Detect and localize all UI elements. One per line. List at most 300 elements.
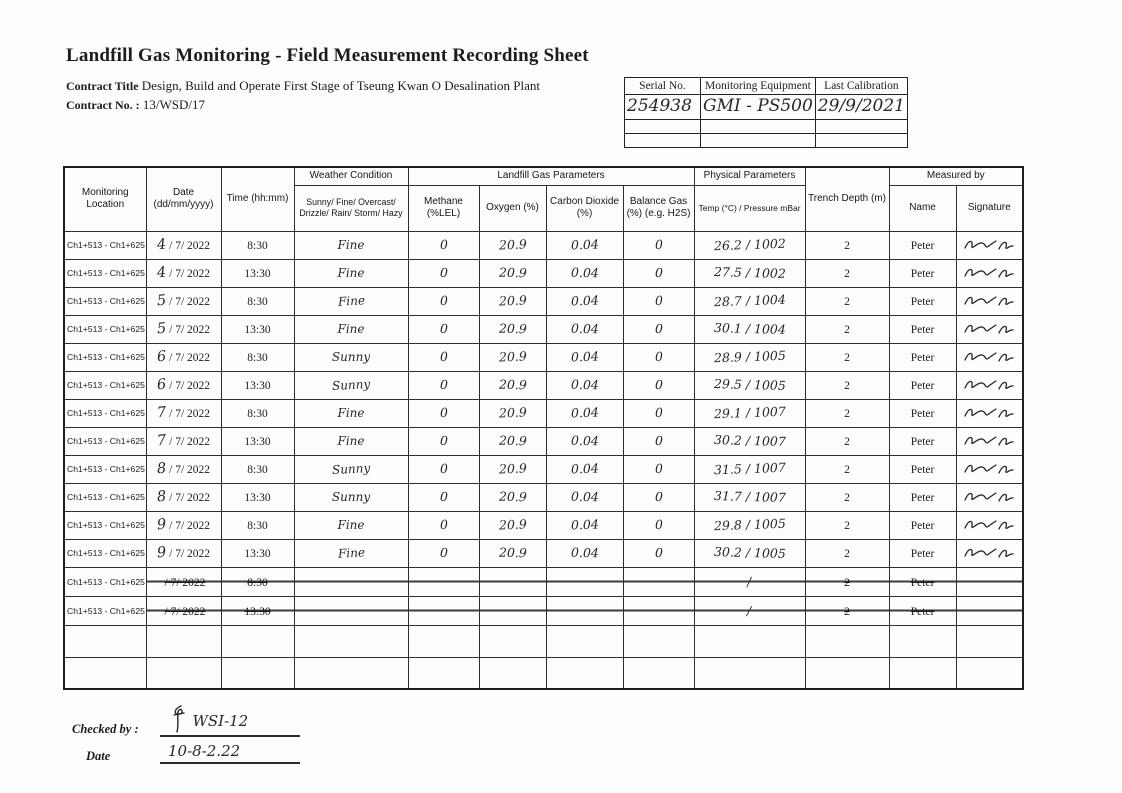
cell-balance: [623, 539, 694, 567]
handwritten-temp-pressure: 30.2 / 1007: [713, 432, 786, 449]
cell-co2: [546, 483, 623, 511]
handwritten-co2: 0.04: [570, 432, 599, 449]
handwritten-oxygen: 20.9: [498, 516, 527, 533]
cell-signature: [956, 343, 1023, 371]
handwritten-temp-pressure: /: [747, 573, 752, 589]
cell-time: 13:30: [221, 315, 294, 343]
cell-weather: [294, 399, 408, 427]
cell-name: Peter: [889, 231, 956, 259]
cell-balance: [623, 315, 694, 343]
cell-co2: [546, 567, 623, 596]
cell-trench-depth: 2: [805, 315, 889, 343]
handwritten-oxygen: 20.9: [498, 348, 527, 365]
col-header-signature: Signature: [956, 185, 1023, 231]
serial-no-cell: [625, 95, 701, 120]
cell-time: 13:30: [221, 371, 294, 399]
cell-oxygen: [479, 343, 546, 371]
cell-balance: [623, 259, 694, 287]
cell-balance: [623, 483, 694, 511]
handwritten-weather: Fine: [337, 293, 365, 309]
serial-no-value: 254938: [627, 96, 692, 116]
handwritten-methane: 0: [439, 292, 448, 309]
cell-balance: [623, 511, 694, 539]
signature-scribble-icon: [963, 517, 1015, 533]
cell-methane: [408, 427, 479, 455]
cell-signature: [956, 315, 1023, 343]
cell-name: Peter: [889, 343, 956, 371]
printed-date: / 7/ 2022: [169, 380, 211, 392]
cell-signature: [956, 399, 1023, 427]
table-row: [64, 259, 1023, 287]
equipment-cell: [701, 95, 816, 120]
cell-weather: [294, 371, 408, 399]
handwritten-oxygen: 20.9: [498, 292, 527, 309]
contract-title-line: [66, 78, 540, 94]
cell-time: 13:30: [221, 483, 294, 511]
cell-time: 8:30: [221, 567, 294, 596]
cell-trench-depth: 2: [805, 455, 889, 483]
cell-oxygen: [479, 427, 546, 455]
cell-oxygen: [479, 287, 546, 315]
cell-signature: [956, 455, 1023, 483]
signature-scribble-icon: [963, 237, 1015, 253]
cell-balance: [623, 596, 694, 625]
cell-weather: [294, 231, 408, 259]
handwritten-temp-pressure: /: [747, 602, 752, 618]
last-calibration-cell: [815, 95, 907, 120]
handwritten-day: 4: [156, 264, 167, 282]
handwritten-temp-pressure: 29.5 / 1005: [713, 376, 786, 393]
handwritten-weather: Fine: [337, 545, 365, 561]
handwritten-oxygen: 20.9: [498, 376, 527, 393]
cell-co2: [546, 371, 623, 399]
handwritten-day: 5: [156, 292, 167, 310]
cell-date: [146, 259, 221, 287]
cell-trench-depth: 2: [805, 343, 889, 371]
cell-trench-depth: 2: [805, 483, 889, 511]
cell-weather: [294, 539, 408, 567]
cell-temp-pressure: [694, 625, 805, 657]
cell-date: [146, 596, 221, 625]
equipment-empty-cell: [701, 134, 816, 148]
table-row: [64, 625, 1023, 657]
handwritten-methane: 0: [439, 488, 448, 505]
group-header-measured-by: Measured by: [889, 167, 1023, 185]
handwritten-methane: 0: [439, 432, 448, 449]
handwritten-balance: 0: [654, 236, 663, 253]
cell-trench-depth: [805, 657, 889, 689]
cell-date: [146, 427, 221, 455]
cell-trench-depth: 2: [805, 567, 889, 596]
cell-time: 8:30: [221, 399, 294, 427]
handwritten-methane: 0: [439, 264, 448, 281]
handwritten-oxygen: 20.9: [498, 264, 527, 281]
cell-methane: [408, 343, 479, 371]
checked-date-value: 10-8-2.22: [168, 742, 241, 760]
cell-trench-depth: 2: [805, 371, 889, 399]
handwritten-co2: 0.04: [570, 376, 599, 393]
col-header-methane: Methane (%LEL): [408, 185, 479, 231]
sheet-title: Landfill Gas Monitoring - Field Measurement Recording Sheet: [66, 45, 589, 66]
signature-scribble-icon: [963, 461, 1015, 477]
cell-signature: [956, 657, 1023, 689]
cell-name: Peter: [889, 455, 956, 483]
cell-oxygen: [479, 539, 546, 567]
cell-name: [889, 625, 956, 657]
handwritten-co2: 0.04: [570, 320, 599, 337]
contract-no-value: 13/WSD/17: [142, 97, 206, 112]
handwritten-temp-pressure: 28.7 / 1004: [713, 291, 786, 310]
cell-signature: [956, 596, 1023, 625]
table-row: [64, 483, 1023, 511]
handwritten-balance: 0: [654, 376, 663, 393]
cell-name: Peter: [889, 511, 956, 539]
handwritten-day: 9: [156, 516, 167, 534]
cell-methane: [408, 625, 479, 657]
cell-name: Peter: [889, 427, 956, 455]
col-header-monitoring-location: Monitoring Location: [64, 167, 146, 231]
equipment-value: GMI - PS500: [703, 96, 813, 116]
cell-location: Ch1+513 - Ch1+625: [64, 483, 146, 511]
contract-no-label: Contract No. :: [66, 98, 140, 112]
cell-methane: [408, 596, 479, 625]
cell-temp-pressure: [694, 539, 805, 567]
handwritten-oxygen: 20.9: [498, 460, 527, 477]
cell-location: Ch1+513 - Ch1+625: [64, 399, 146, 427]
cell-trench-depth: 2: [805, 259, 889, 287]
cell-trench-depth: 2: [805, 511, 889, 539]
cell-temp-pressure: [694, 259, 805, 287]
printed-date: / 7/ 2022: [169, 408, 211, 420]
cell-location: Ch1+513 - Ch1+625: [64, 259, 146, 287]
cell-trench-depth: [805, 625, 889, 657]
checked-by-row: [72, 704, 300, 737]
cell-oxygen: [479, 231, 546, 259]
cell-balance: [623, 657, 694, 689]
col-header-last-calibration: Last Calibration: [815, 78, 907, 95]
cell-trench-depth: 2: [805, 596, 889, 625]
cell-name: Peter: [889, 483, 956, 511]
cell-weather: [294, 511, 408, 539]
cell-time: 13:30: [221, 539, 294, 567]
cell-time: 8:30: [221, 343, 294, 371]
handwritten-temp-pressure: 29.8 / 1005: [713, 515, 786, 534]
cell-co2: [546, 511, 623, 539]
last-calibration-value: 29/9/2021: [817, 96, 905, 116]
table-group-header-row: [64, 167, 1023, 185]
cell-temp-pressure: [694, 567, 805, 596]
cell-weather: [294, 315, 408, 343]
handwritten-methane: 0: [439, 404, 448, 421]
handwritten-day: 6: [156, 376, 167, 394]
handwritten-balance: 0: [654, 264, 663, 281]
cell-weather: [294, 455, 408, 483]
handwritten-balance: 0: [654, 292, 663, 309]
cell-balance: [623, 427, 694, 455]
handwritten-co2: 0.04: [570, 348, 599, 365]
cell-date: [146, 539, 221, 567]
cell-time: 8:30: [221, 287, 294, 315]
cell-date: [146, 287, 221, 315]
equipment-empty-cell: [815, 120, 907, 134]
cell-balance: [623, 567, 694, 596]
printed-date: / 7/ 2022: [169, 352, 211, 364]
monitoring-table: [63, 166, 1024, 690]
cell-oxygen: [479, 511, 546, 539]
handwritten-co2: 0.04: [570, 488, 599, 505]
cell-methane: [408, 399, 479, 427]
cell-balance: [623, 625, 694, 657]
table-row: [64, 657, 1023, 689]
handwritten-co2: 0.04: [570, 404, 599, 421]
cell-weather: [294, 657, 408, 689]
cell-temp-pressure: [694, 596, 805, 625]
cell-oxygen: [479, 371, 546, 399]
table-row: [64, 315, 1023, 343]
handwritten-balance: 0: [654, 404, 663, 421]
checked-date-line: [160, 743, 300, 764]
handwritten-methane: 0: [439, 460, 448, 477]
cell-balance: [623, 287, 694, 315]
signature-scribble-icon: [963, 545, 1015, 561]
equipment-header-row: [625, 78, 908, 95]
cell-methane: [408, 287, 479, 315]
cell-weather: [294, 427, 408, 455]
table-row: [64, 427, 1023, 455]
cell-date: [146, 483, 221, 511]
cell-oxygen: [479, 657, 546, 689]
cell-weather: [294, 343, 408, 371]
handwritten-balance: 0: [654, 432, 663, 449]
cell-date: [146, 371, 221, 399]
handwritten-balance: 0: [654, 516, 663, 533]
cell-methane: [408, 657, 479, 689]
cell-date: [146, 511, 221, 539]
cell-time: 8:30: [221, 231, 294, 259]
cell-methane: [408, 539, 479, 567]
cell-location: Ch1+513 - Ch1+625: [64, 567, 146, 596]
cell-time: 13:30: [221, 596, 294, 625]
equipment-empty-cell: [701, 120, 816, 134]
cell-balance: [623, 343, 694, 371]
cell-trench-depth: 2: [805, 399, 889, 427]
handwritten-temp-pressure: 27.5 / 1002: [713, 264, 786, 281]
handwritten-methane: 0: [439, 544, 448, 561]
equipment-empty-cell: [625, 134, 701, 148]
cell-temp-pressure: [694, 315, 805, 343]
cell-time: [221, 625, 294, 657]
cell-location: Ch1+513 - Ch1+625: [64, 371, 146, 399]
signature-scribble-icon: [963, 405, 1015, 421]
cell-time: [221, 657, 294, 689]
cell-location: Ch1+513 - Ch1+625: [64, 231, 146, 259]
cell-signature: [956, 567, 1023, 596]
col-header-serial-no: Serial No.: [625, 78, 701, 95]
cell-name: Peter: [889, 287, 956, 315]
cell-weather: [294, 259, 408, 287]
table-row: [64, 371, 1023, 399]
printed-date: / 7/ 2022: [164, 576, 206, 589]
cell-temp-pressure: [694, 343, 805, 371]
equipment-value-row: [625, 95, 908, 120]
printed-date: / 7/ 2022: [169, 240, 211, 252]
handwritten-balance: 0: [654, 348, 663, 365]
printed-date: / 7/ 2022: [169, 492, 211, 504]
handwritten-co2: 0.04: [570, 544, 599, 561]
checked-date-label: Date: [86, 749, 111, 763]
cell-name: Peter: [889, 596, 956, 625]
cell-name: Peter: [889, 399, 956, 427]
handwritten-day: 4: [156, 236, 167, 254]
handwritten-day: 7: [156, 432, 167, 450]
cell-trench-depth: 2: [805, 539, 889, 567]
cell-balance: [623, 371, 694, 399]
cell-temp-pressure: [694, 483, 805, 511]
table-row: [64, 231, 1023, 259]
cell-oxygen: [479, 315, 546, 343]
handwritten-co2: 0.04: [570, 264, 599, 281]
cell-methane: [408, 315, 479, 343]
cell-time: 8:30: [221, 455, 294, 483]
handwritten-balance: 0: [654, 488, 663, 505]
cell-location: [64, 625, 146, 657]
handwritten-co2: 0.04: [570, 516, 599, 533]
handwritten-temp-pressure: 31.5 / 1007: [713, 459, 786, 478]
cell-methane: [408, 455, 479, 483]
handwritten-weather: Fine: [337, 518, 365, 532]
cell-name: Peter: [889, 371, 956, 399]
table-row: [64, 596, 1023, 625]
handwritten-weather: Sunny: [331, 490, 371, 504]
handwritten-oxygen: 20.9: [498, 544, 527, 561]
cell-co2: [546, 427, 623, 455]
handwritten-weather: Fine: [337, 434, 365, 448]
footer-check-block: [72, 704, 300, 770]
checked-by-label: Checked by :: [72, 722, 139, 736]
cell-balance: [623, 231, 694, 259]
cell-location: Ch1+513 - Ch1+625: [64, 427, 146, 455]
cell-temp-pressure: [694, 371, 805, 399]
cell-trench-depth: 2: [805, 231, 889, 259]
signature-scribble-icon: [963, 321, 1015, 337]
table-body: [64, 231, 1023, 689]
cell-oxygen: [479, 399, 546, 427]
equipment-empty-row: [625, 134, 908, 148]
cell-oxygen: [479, 259, 546, 287]
handwritten-weather: Fine: [337, 406, 365, 420]
col-header-trench-depth: Trench Depth (m): [805, 167, 889, 231]
col-header-date: Date (dd/mm/yyyy): [146, 167, 221, 231]
cell-oxygen: [479, 483, 546, 511]
handwritten-balance: 0: [654, 544, 663, 561]
cell-location: Ch1+513 - Ch1+625: [64, 287, 146, 315]
cell-location: Ch1+513 - Ch1+625: [64, 455, 146, 483]
cell-date: [146, 343, 221, 371]
handwritten-temp-pressure: 26.2 / 1002: [713, 235, 786, 254]
cell-location: [64, 657, 146, 689]
handwritten-day: 7: [156, 404, 167, 422]
printed-date: / 7/ 2022: [169, 436, 211, 448]
contract-title-label: Contract Title: [66, 79, 139, 93]
cell-temp-pressure: [694, 287, 805, 315]
cell-date: [146, 455, 221, 483]
cell-time: 13:30: [221, 427, 294, 455]
cell-co2: [546, 259, 623, 287]
cell-co2: [546, 343, 623, 371]
handwritten-weather: Fine: [337, 266, 365, 280]
handwritten-weather: Sunny: [331, 350, 371, 364]
cell-time: 13:30: [221, 259, 294, 287]
signature-scribble-icon: [963, 489, 1015, 505]
equipment-box: [624, 77, 908, 148]
cell-signature: [956, 483, 1023, 511]
handwritten-methane: 0: [439, 348, 448, 365]
handwritten-methane: 0: [439, 236, 448, 253]
handwritten-balance: 0: [654, 320, 663, 337]
checked-by-value: WSI-12: [192, 712, 249, 730]
signature-scribble-icon: [963, 265, 1015, 281]
handwritten-oxygen: 20.9: [498, 236, 527, 253]
equipment-empty-cell: [815, 134, 907, 148]
col-header-weather-options: Sunny/ Fine/ Overcast/ Drizzle/ Rain/ Storm/ Hazy: [294, 185, 408, 231]
group-header-landfill-gas-parameters: Landfill Gas Parameters: [408, 167, 694, 185]
signature-scribble-icon: [963, 293, 1015, 309]
handwritten-day: 6: [156, 348, 167, 366]
handwritten-weather: Sunny: [331, 461, 371, 477]
handwritten-day: 9: [156, 544, 167, 562]
printed-date: / 7/ 2022: [169, 548, 211, 560]
group-header-weather-condition: Weather Condition: [294, 167, 408, 185]
cell-co2: [546, 625, 623, 657]
cell-location: Ch1+513 - Ch1+625: [64, 539, 146, 567]
handwritten-oxygen: 20.9: [498, 404, 527, 421]
handwritten-weather: Sunny: [331, 377, 371, 393]
handwritten-temp-pressure: 29.1 / 1007: [713, 403, 786, 422]
table-row: [64, 511, 1023, 539]
cell-time: 8:30: [221, 511, 294, 539]
handwritten-weather: Fine: [337, 322, 365, 336]
printed-date: / 7/ 2022: [164, 605, 206, 618]
cell-name: Peter: [889, 315, 956, 343]
cell-temp-pressure: [694, 231, 805, 259]
handwritten-temp-pressure: 30.2 / 1005: [713, 544, 786, 561]
cell-location: Ch1+513 - Ch1+625: [64, 343, 146, 371]
cell-signature: [956, 625, 1023, 657]
handwritten-oxygen: 20.9: [498, 320, 527, 337]
cell-signature: [956, 371, 1023, 399]
printed-date: / 7/ 2022: [169, 268, 211, 280]
cell-date: [146, 315, 221, 343]
cell-oxygen: [479, 567, 546, 596]
table-row: [64, 399, 1023, 427]
handwritten-methane: 0: [439, 376, 448, 393]
cell-weather: [294, 625, 408, 657]
checked-by-signature-line: [160, 704, 300, 737]
group-header-physical-parameters: Physical Parameters: [694, 167, 805, 185]
cell-methane: [408, 567, 479, 596]
signature-scribble-icon: [963, 349, 1015, 365]
signature-scribble-icon: [963, 433, 1015, 449]
equipment-empty-cell: [625, 120, 701, 134]
cell-methane: [408, 371, 479, 399]
printed-date: / 7/ 2022: [169, 296, 211, 308]
cell-oxygen: [479, 455, 546, 483]
col-header-monitoring-equipment: Monitoring Equipment: [701, 78, 816, 95]
cell-trench-depth: 2: [805, 287, 889, 315]
contract-title-text: Design, Build and Operate First Stage of Tseung Kwan O Desalination Plant: [141, 78, 540, 93]
cell-co2: [546, 315, 623, 343]
cell-co2: [546, 657, 623, 689]
